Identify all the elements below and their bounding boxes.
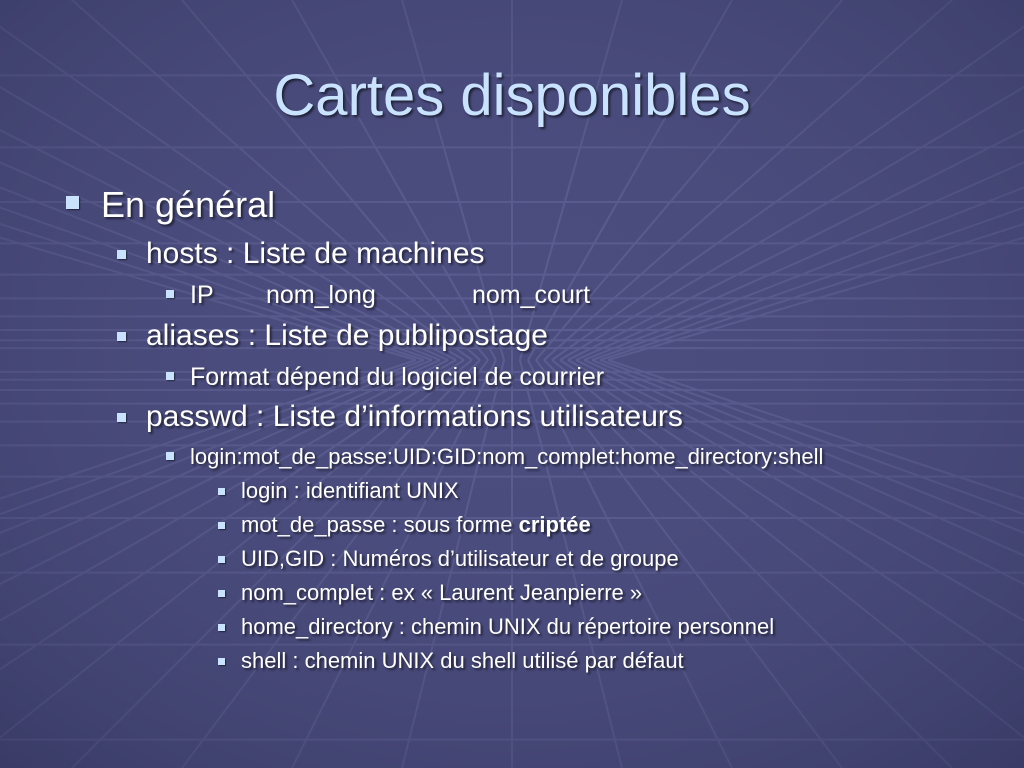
bullet-square-icon [166, 372, 174, 380]
bullet-square-icon [117, 250, 126, 259]
item-hosts: hosts : Liste de machines [146, 237, 485, 270]
bullet-square-icon [166, 290, 174, 298]
item-mot-de-passe [241, 512, 591, 538]
bullet-square-icon [218, 624, 225, 631]
bullet-square-icon [218, 556, 225, 563]
bullet-square-icon [117, 413, 126, 422]
item-en-general: En général [101, 184, 276, 225]
item-shell: shell : chemin UNIX du shell utilisé par défaut [241, 648, 684, 673]
hosts-col-short: nom_court [472, 281, 591, 309]
item-hosts-columns [190, 280, 590, 310]
item-format: Format dépend du logiciel de courrier [190, 363, 605, 391]
bullet-square-icon [218, 522, 225, 529]
hosts-col-ip: IP [190, 281, 214, 309]
item-uid-gid: UID,GID : Numéros d’utilisateur et de groupe [241, 546, 679, 571]
mot-de-passe-bold: criptée [518, 512, 591, 537]
item-login: login : identifiant UNIX [241, 478, 459, 503]
item-passwd: passwd : Liste d’informations utilisateurs [146, 400, 683, 433]
mot-de-passe-text: mot_de_passe : sous forme [241, 512, 519, 537]
bullet-square-icon [66, 196, 79, 209]
item-nom-complet: nom_complet : ex « Laurent Jeanpierre » [241, 580, 643, 605]
bullet-square-icon [117, 332, 126, 341]
hosts-col-long: nom_long [266, 281, 376, 309]
bullet-square-icon [218, 658, 225, 665]
item-home-directory: home_directory : chemin UNIX du répertoire personnel [241, 614, 775, 639]
bullet-square-icon [166, 452, 174, 460]
slide-title: Cartes disponibles [273, 63, 751, 128]
bullet-square-icon [218, 590, 225, 597]
item-aliases: aliases : Liste de publipostage [146, 319, 548, 352]
bullet-square-icon [218, 488, 225, 495]
item-passwd-format: login:mot_de_passe:UID:GID:nom_complet:home_directory:shell [190, 444, 824, 469]
